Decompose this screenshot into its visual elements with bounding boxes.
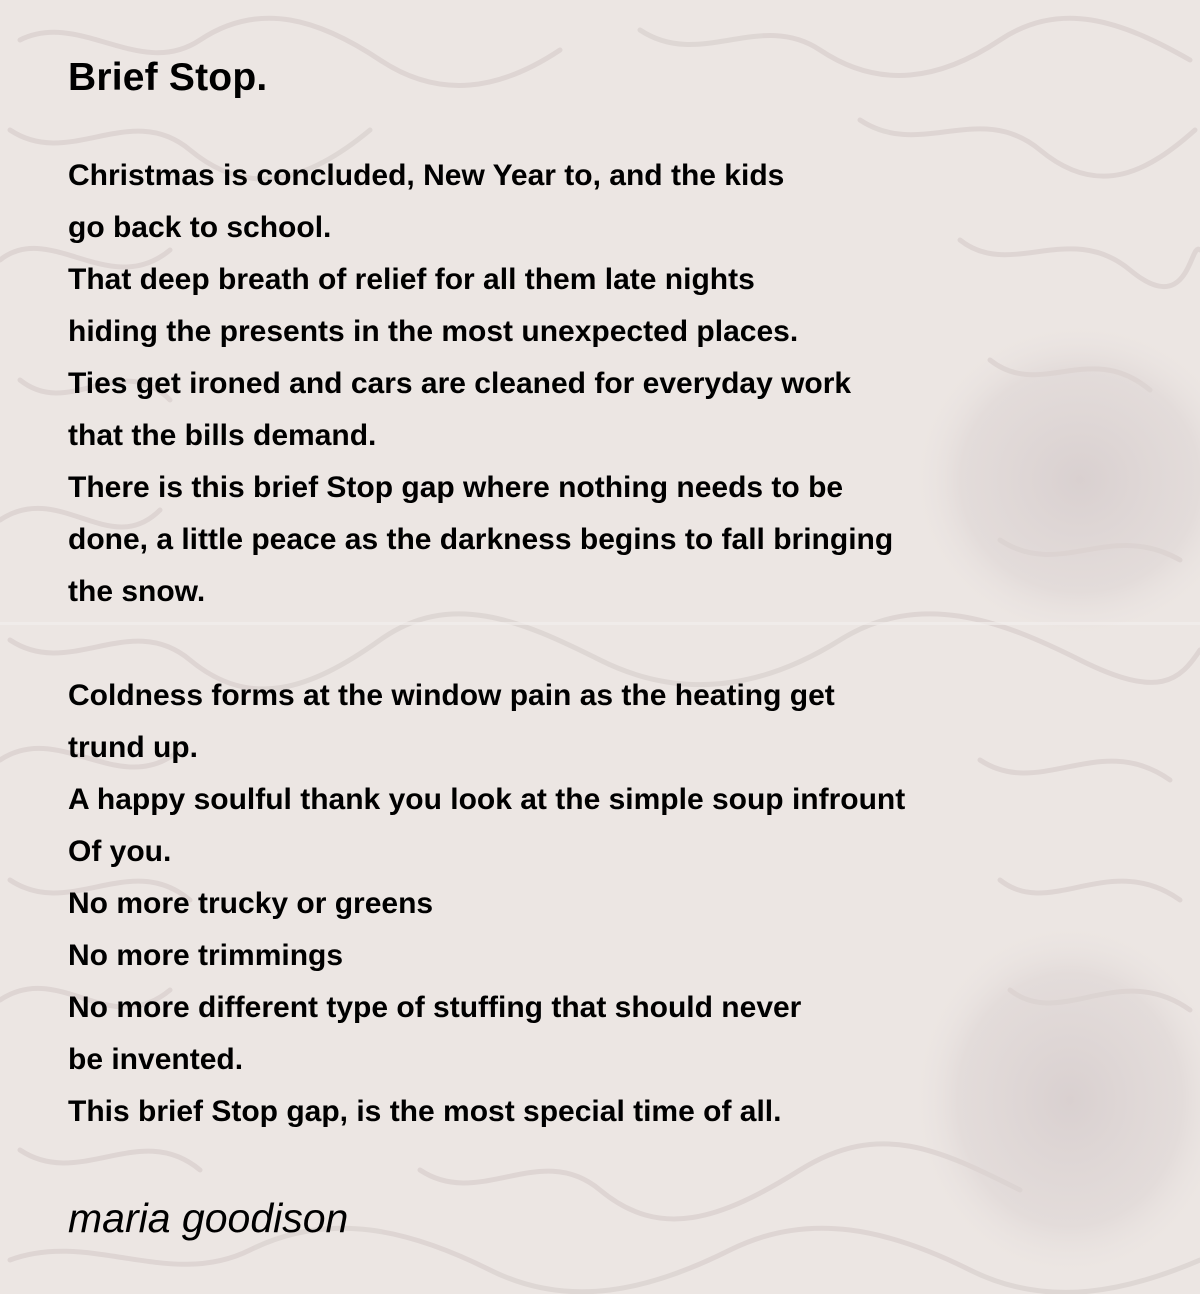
poem-line: This brief Stop gap, is the most special time of all.: [68, 1095, 782, 1128]
poem-line: No more trucky or greens: [68, 887, 434, 920]
poem-line: There is this brief Stop gap where nothing needs to be: [68, 471, 844, 504]
poem-line: trund up.: [68, 731, 198, 764]
poem-line: go back to school.: [68, 211, 332, 244]
poem-line: That deep breath of relief for all them late nights: [68, 263, 755, 296]
poem-line: the snow.: [68, 575, 206, 608]
poem-line: done, a little peace as the darkness begins to fall bringing: [68, 523, 894, 556]
poem-line: Of you.: [68, 835, 172, 868]
poem-line: hiding the presents in the most unexpected places.: [68, 315, 799, 348]
poem-title: Brief Stop.: [68, 56, 268, 99]
poem-author: maria goodison: [68, 1195, 349, 1241]
poem-line: Christmas is concluded, New Year to, and the kids: [68, 159, 785, 192]
stanza-1: [68, 150, 893, 618]
poem-line: Coldness forms at the window pain as the heating get: [68, 679, 835, 712]
stanza-2: [68, 670, 905, 1138]
poem-line: No more different type of stuffing that should never: [68, 991, 802, 1024]
poem-line: Ties get ironed and cars are cleaned for everyday work: [68, 367, 852, 400]
poem-line: that the bills demand.: [68, 419, 377, 452]
poem-line: No more trimmings: [68, 939, 344, 972]
poem-line: be invented.: [68, 1043, 244, 1076]
poem-line: A happy soulful thank you look at the simple soup infrount: [68, 783, 906, 816]
